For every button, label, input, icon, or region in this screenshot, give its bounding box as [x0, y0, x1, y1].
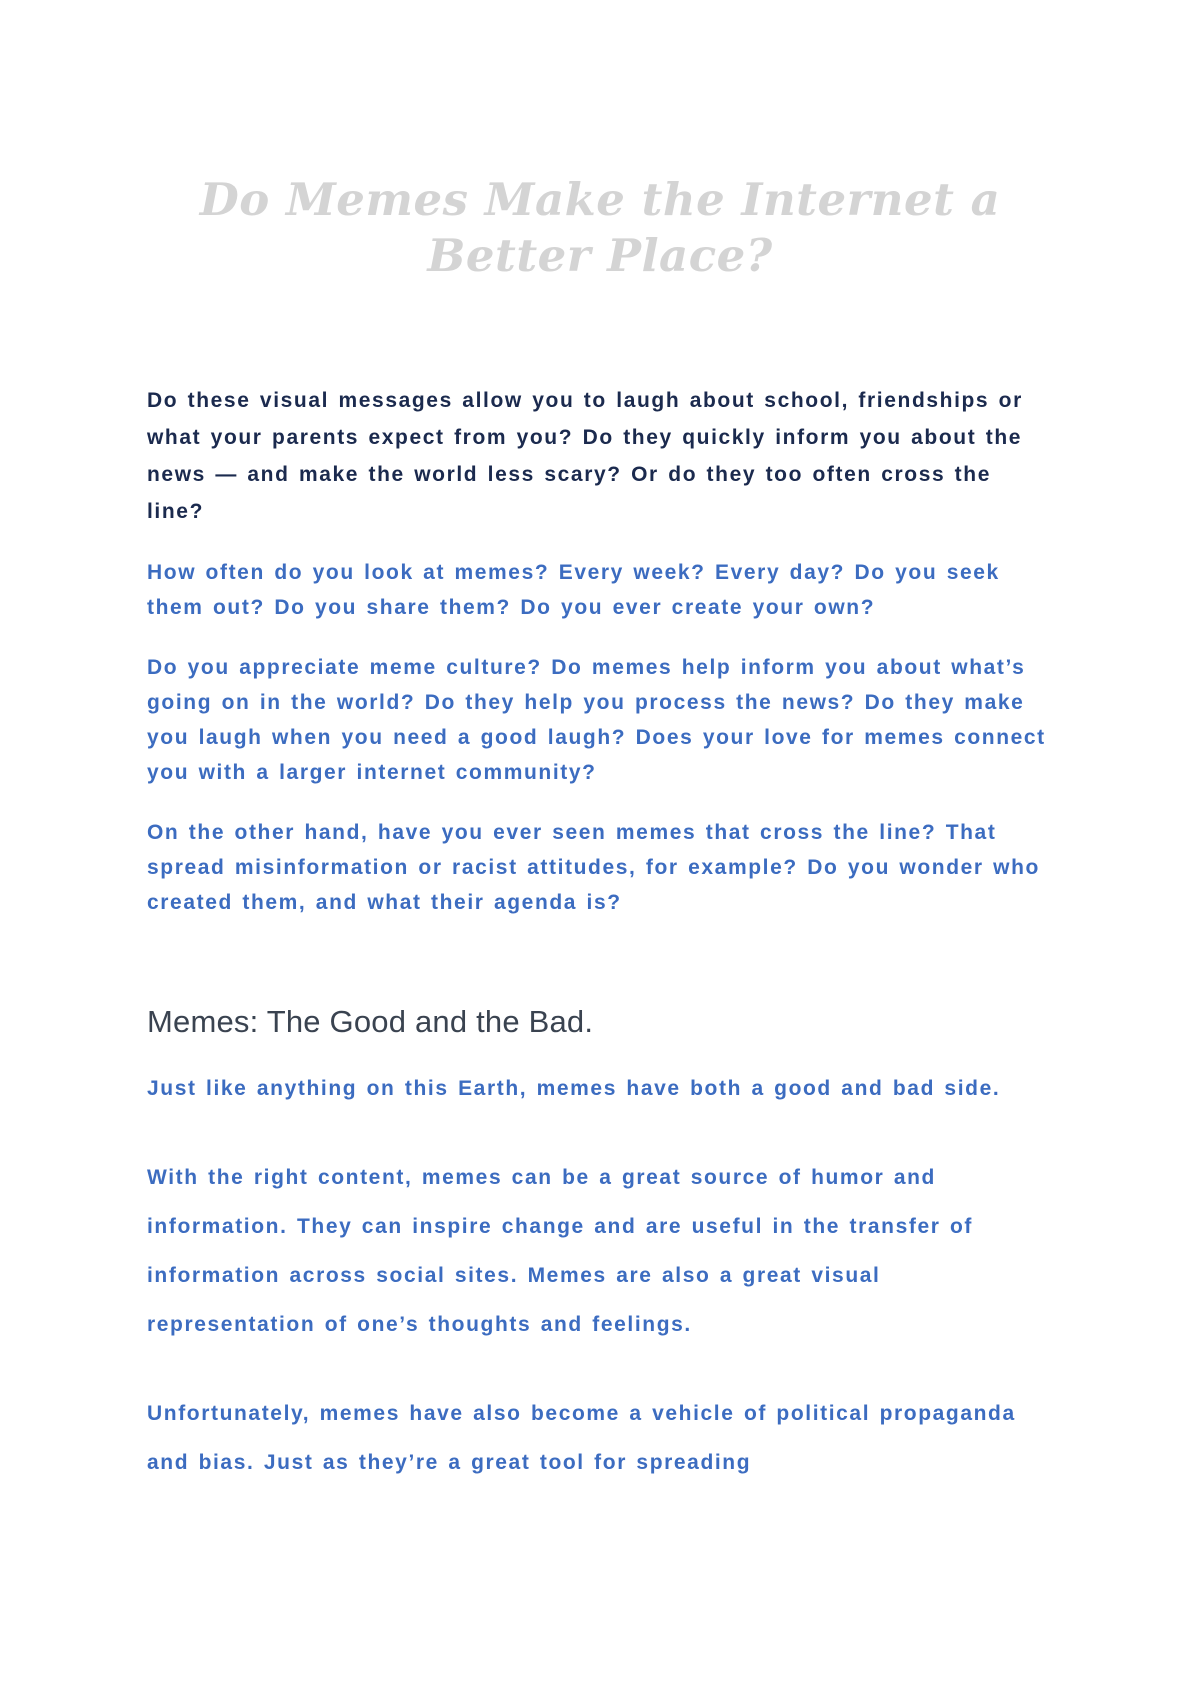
question-paragraph: How often do you look at memes? Every week? Every day? Do you seek them out? Do you share them? Do you ever create your own?	[147, 561, 1000, 619]
question-paragraph: On the other hand, have you ever seen memes that cross the line? That spread misinformation or racist attitudes, for example? Do you wonder who created them, and what their agenda is?	[147, 821, 1040, 914]
section-heading: Memes: The Good and the Bad.	[147, 1004, 594, 1039]
document-title: Do Memes Make the Internet a Better Place?	[199, 173, 1001, 282]
section-paragraph: Unfortunately, memes have also become a vehicle of political propaganda and bias. Just as they’re a great tool for spreading	[147, 1402, 1016, 1474]
section-paragraph: With the right content, memes can be a great source of humor and information. They can inspire change and are useful in the transfer of information across social sites. Memes are also a great visual representation of one’s thoughts and feelings.	[147, 1166, 973, 1336]
intro-paragraph: Do these visual messages allow you to laugh about school, friendships or what your parents expect from you? Do they quickly inform you about the news — and make the world less scary? Or do they too often cross the line?	[147, 389, 1023, 523]
section-paragraph: Just like anything on this Earth, memes have both a good and bad side.	[147, 1077, 1001, 1100]
question-paragraph: Do you appreciate meme culture? Do memes help inform you about what’s going on in the world? Do they help you process the news? Do they make you laugh when you need a good laugh? Does your love for memes connect you with a larger internet community?	[147, 656, 1046, 784]
document-body	[147, 382, 1057, 1487]
